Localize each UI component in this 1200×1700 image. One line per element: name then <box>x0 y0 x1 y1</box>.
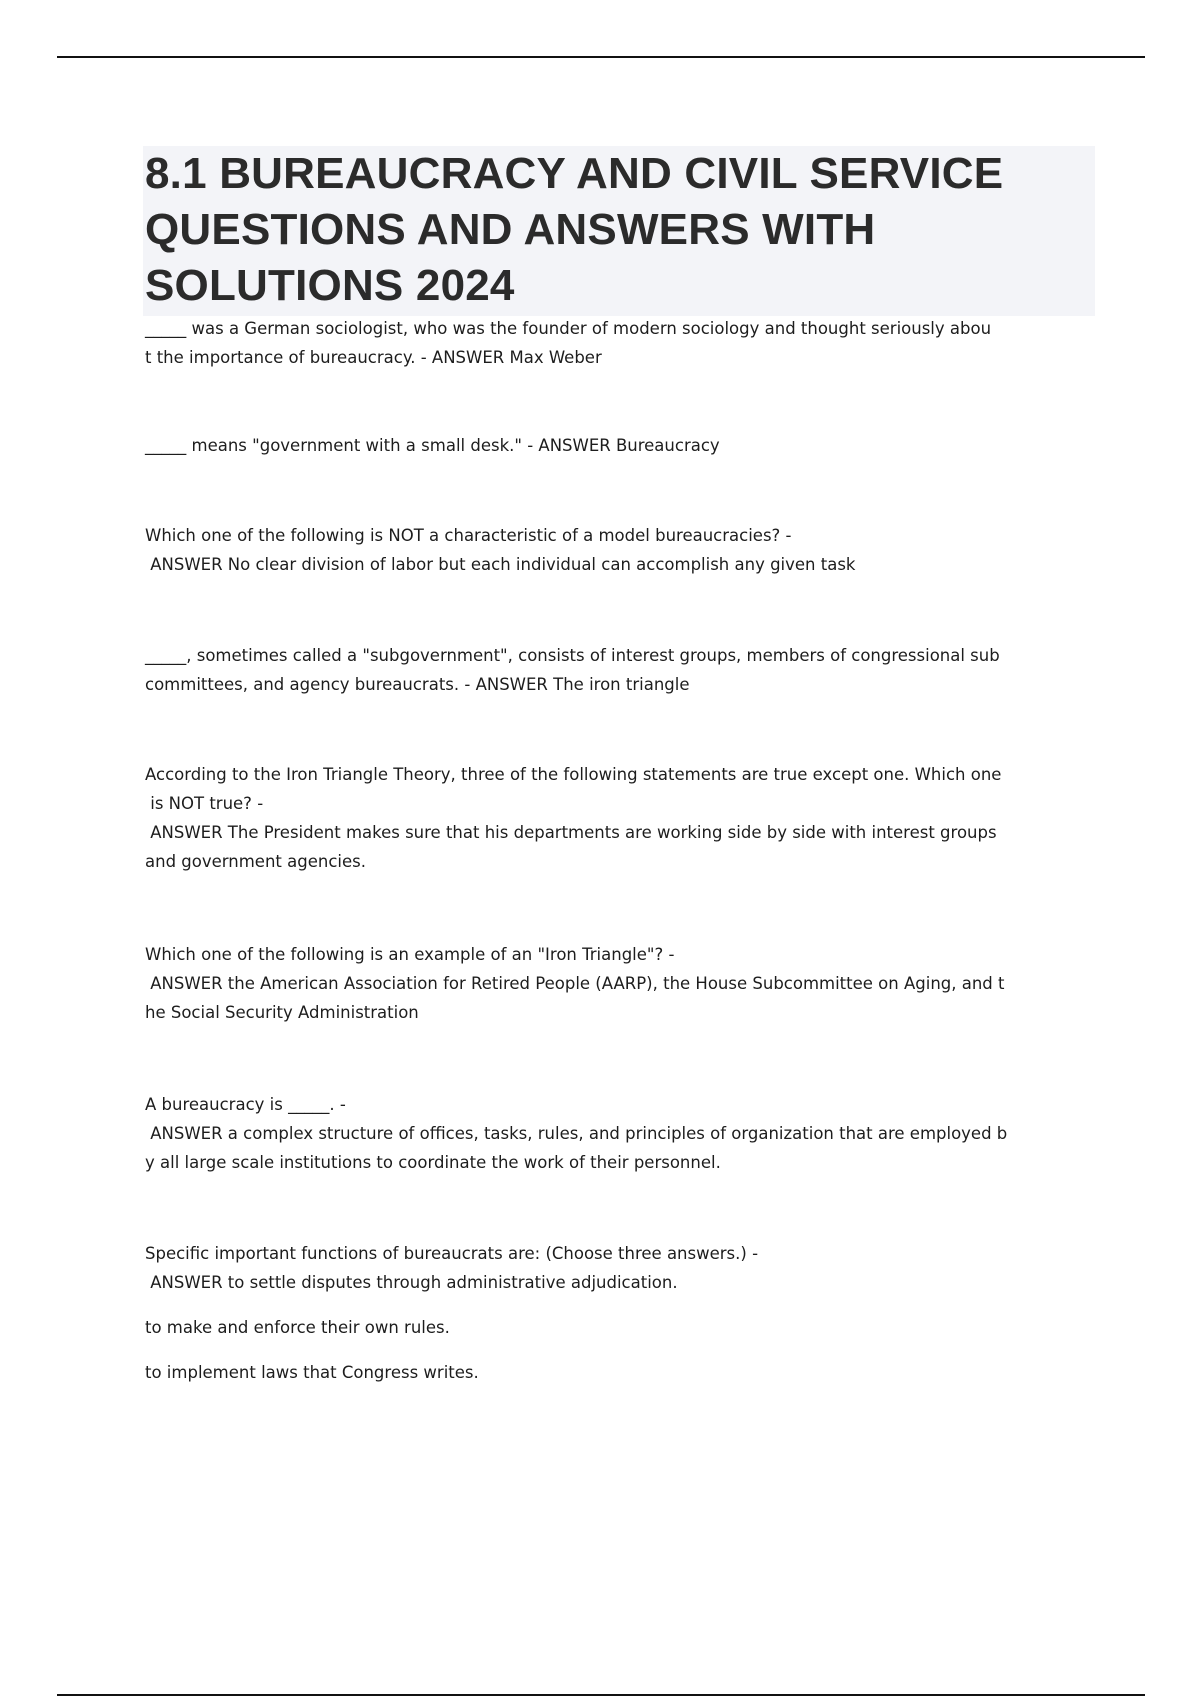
qa-line: _____ was a German sociologist, who was the founder of modern sociology and thought seriously abou <box>145 319 992 338</box>
qa-line: ANSWER to settle disputes through administrative adjudication. <box>145 1273 678 1292</box>
qa-line: he Social Security Administration <box>145 1003 419 1022</box>
qa-extra-answer: to make and enforce their own rules. <box>145 1318 450 1337</box>
qa-line: _____, sometimes called a "subgovernment", consists of interest groups, members of congressional sub <box>145 646 1000 665</box>
qa-item <box>145 1239 1090 1387</box>
qa-item <box>145 641 1090 699</box>
qa-item <box>145 940 1090 1027</box>
qa-item <box>145 521 1090 579</box>
qa-line: Which one of the following is NOT a characteristic of a model bureaucracies? - <box>145 526 792 545</box>
title-block <box>143 146 1095 316</box>
qa-extra-answer: to implement laws that Congress writes. <box>145 1363 479 1382</box>
qa-line: ANSWER the American Association for Retired People (AARP), the House Subcommittee on Aging, and t <box>145 974 1005 993</box>
qa-item <box>145 1090 1090 1177</box>
bottom-rule <box>57 1694 1145 1696</box>
qa-item <box>145 314 1090 372</box>
qa-line: According to the Iron Triangle Theory, three of the following statements are true except one. Which one <box>145 765 1002 784</box>
qa-item <box>145 431 1090 460</box>
qa-line: A bureaucracy is _____. - <box>145 1095 346 1114</box>
qa-line: ANSWER a complex structure of offices, tasks, rules, and principles of organization that are employed b <box>145 1124 1008 1143</box>
top-rule <box>57 56 1145 58</box>
qa-item <box>145 760 1090 876</box>
qa-line: _____ means "government with a small desk." - ANSWER Bureaucracy <box>145 436 720 455</box>
qa-line: Which one of the following is an example of an "Iron Triangle"? - <box>145 945 675 964</box>
qa-line: t the importance of bureaucracy. - ANSWER Max Weber <box>145 348 602 367</box>
qa-line: and government agencies. <box>145 852 366 871</box>
qa-line: committees, and agency bureaucrats. - ANSWER The iron triangle <box>145 675 690 694</box>
qa-line: y all large scale institutions to coordinate the work of their personnel. <box>145 1153 721 1172</box>
qa-line: ANSWER No clear division of labor but each individual can accomplish any given task <box>145 555 856 574</box>
qa-line: is NOT true? - <box>145 794 264 813</box>
document-title: 8.1 BUREAUCRACY AND CIVIL SERVICE QUESTIONS AND ANSWERS WITH SOLUTIONS 2024 <box>145 149 1004 310</box>
qa-line: Specific important functions of bureaucrats are: (Choose three answers.) - <box>145 1244 759 1263</box>
qa-line: ANSWER The President makes sure that his departments are working side by side with interest groups <box>145 823 997 842</box>
